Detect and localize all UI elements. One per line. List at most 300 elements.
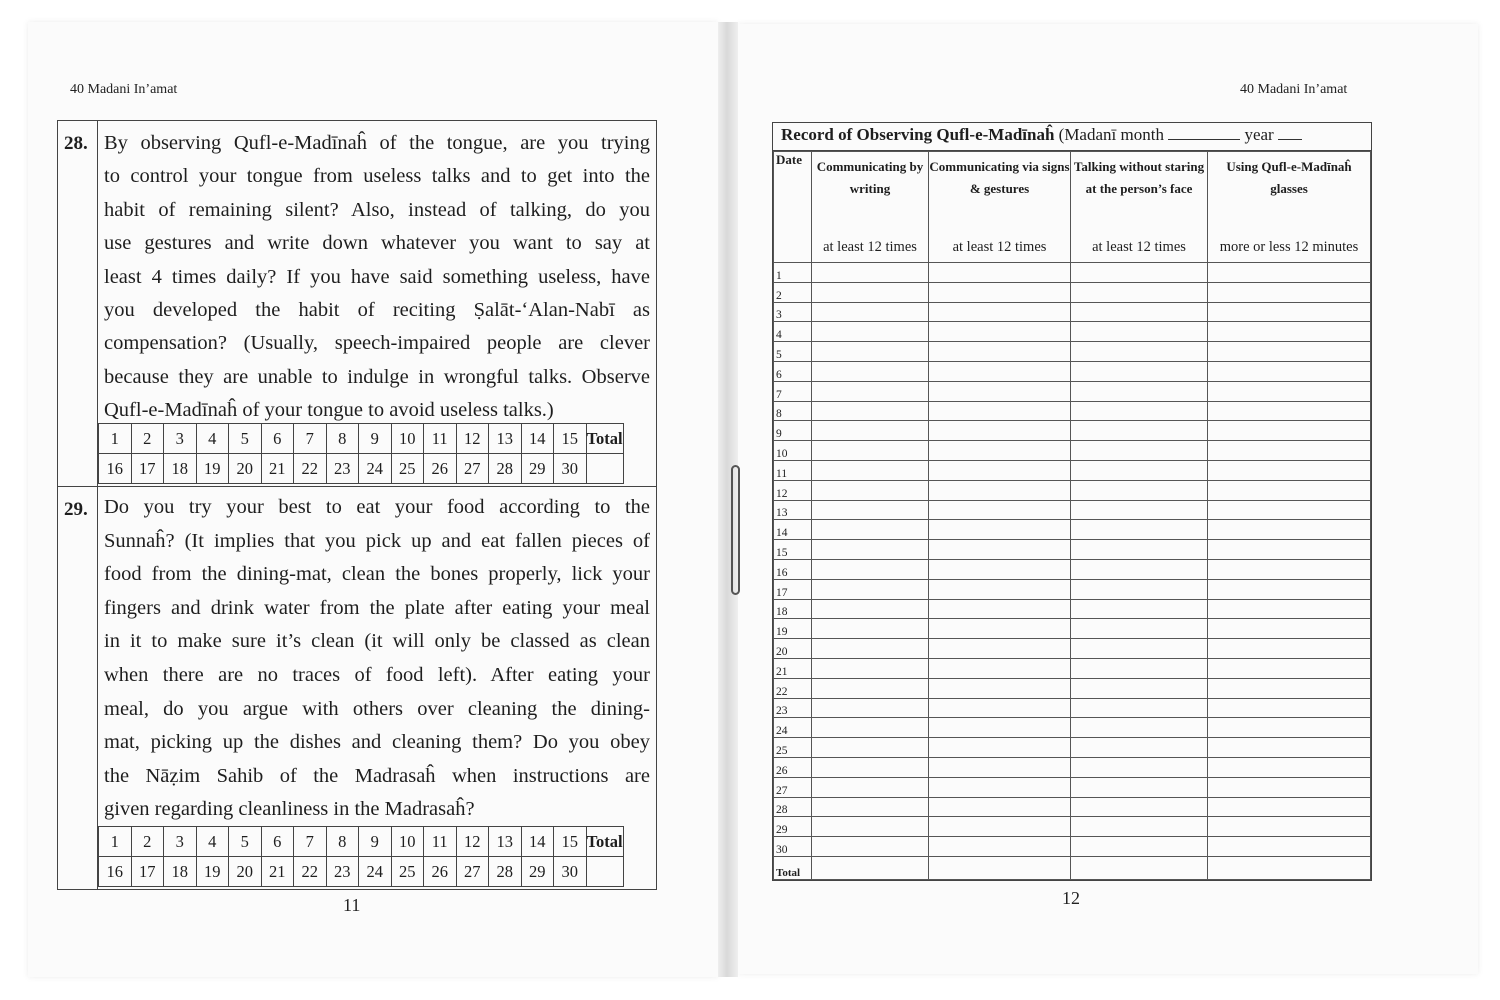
question-text-line: because they are unable to indulge in wrongful talks. Observe [104,365,650,388]
record-date-cell: 9 [774,421,812,441]
day-cell[interactable]: 28 [489,454,522,484]
record-entry-cell[interactable] [812,718,929,738]
day-cell[interactable]: 29 [521,454,554,484]
record-date-cell: 21 [774,658,812,678]
right-running-header: 40 Madani In’amat [1240,82,1348,97]
question-text-line: Qufl-e-Madīnaĥ of your tongue to avoid useless talks.) [104,399,554,422]
record-entry-cell[interactable] [1071,520,1208,540]
record-entry-cell[interactable] [1208,381,1371,401]
record-entry-cell[interactable] [1208,738,1371,758]
date-column-header: Date [774,152,812,263]
record-entry-cell[interactable] [812,619,929,639]
question-text-line: food from the dining-mat, clean the bones properly, lick your [104,563,650,586]
record-entry-cell[interactable] [1071,599,1208,619]
record-row [774,837,1371,857]
record-entry-cell[interactable] [1071,837,1208,857]
record-column-header [1208,152,1371,263]
question-text-line: meal, do you argue with others over cleaning the dining- [104,697,650,720]
record-row [774,718,1371,738]
record-entry-cell[interactable] [1208,441,1371,461]
record-entry-cell[interactable] [812,282,929,302]
record-entry-cell[interactable] [1208,342,1371,362]
record-entry-cell[interactable] [812,599,929,619]
day-tally-grid [98,826,624,887]
record-row [774,282,1371,302]
record-row [774,639,1371,659]
question-text-line: Sunnaĥ? (It implies that you pick up and eat fallen pieces of [104,529,650,552]
day-cell[interactable]: 1 [99,827,132,857]
record-row [774,757,1371,777]
record-date-cell: 18 [774,599,812,619]
day-cell[interactable]: 8 [326,424,359,454]
staple-icon [731,465,740,595]
day-cell[interactable]: 19 [196,454,229,484]
question-text-line: fingers and drink water from the plate after eating your meal [104,596,650,619]
record-row [774,480,1371,500]
record-entry-cell[interactable] [1208,401,1371,421]
day-cell[interactable]: 13 [489,827,522,857]
day-cell[interactable]: 2 [131,424,164,454]
record-entry-cell[interactable] [1071,658,1208,678]
record-entry-cell[interactable] [812,797,929,817]
record-entry-cell[interactable] [929,460,1071,480]
record-row [774,342,1371,362]
record-entry-cell[interactable] [1071,441,1208,461]
record-entry-cell[interactable] [1208,718,1371,738]
record-entry-cell[interactable] [1208,797,1371,817]
record-header-row [774,152,1371,263]
record-row [774,361,1371,381]
record-row [774,559,1371,579]
record-entry-cell[interactable] [1208,500,1371,520]
record-row [774,540,1371,560]
day-cell[interactable]: 7 [294,827,327,857]
day-cell[interactable]: 6 [261,424,294,454]
question-text [104,491,650,827]
day-cell[interactable]: 24 [359,454,392,484]
record-entry-cell[interactable] [929,361,1071,381]
record-date-cell: 22 [774,678,812,698]
record-entry-cell[interactable] [1071,263,1208,283]
record-entry-cell[interactable] [812,837,929,857]
record-row [774,678,1371,698]
question-text-line: Do you try your best to eat your food according to the [104,496,650,518]
tally-row [99,857,624,887]
record-entry-cell[interactable] [929,837,1071,857]
record-body [774,263,1371,880]
record-entry-cell[interactable] [812,441,929,461]
record-date-cell: 12 [774,480,812,500]
record-entry-cell[interactable] [929,480,1071,500]
record-column-label: Communicating by writing [816,159,924,196]
record-row [774,322,1371,342]
record-column-requirement: at least 12 times [1092,239,1186,255]
record-entry-cell[interactable] [1208,559,1371,579]
question-text-line: habit of remaining silent? Also, instead of talking, do you [104,198,650,221]
qufl-record-table [772,122,1372,881]
record-entry-cell[interactable] [812,302,929,322]
record-entry-cell[interactable] [812,520,929,540]
record-entry-cell[interactable] [1208,460,1371,480]
record-entry-cell[interactable] [929,698,1071,718]
record-entry-cell[interactable] [1071,559,1208,579]
record-entry-cell[interactable] [812,817,929,837]
day-cell[interactable]: 25 [391,857,424,887]
day-cell[interactable]: 11 [424,827,457,857]
record-date-cell: 27 [774,777,812,797]
record-total-label: Total [774,856,812,879]
record-entry-cell[interactable] [812,322,929,342]
record-entry-cell[interactable] [929,619,1071,639]
record-entry-cell[interactable] [1071,282,1208,302]
record-row [774,460,1371,480]
question-29-block [57,486,657,890]
day-cell[interactable]: 26 [424,454,457,484]
record-entry-cell[interactable] [1071,579,1208,599]
record-date-cell: 29 [774,817,812,837]
record-entry-cell[interactable] [1071,500,1208,520]
record-date-cell: 16 [774,559,812,579]
record-date-cell: 17 [774,579,812,599]
record-entry-cell[interactable] [1208,520,1371,540]
record-entry-cell[interactable] [1071,817,1208,837]
month-blank [1168,125,1240,140]
record-entry-cell[interactable] [1208,599,1371,619]
record-entry-cell[interactable] [1071,777,1208,797]
day-cell[interactable]: 15 [554,424,587,454]
record-date-cell: 30 [774,837,812,857]
record-entry-cell[interactable] [1208,817,1371,837]
day-cell[interactable]: 24 [359,857,392,887]
record-entry-cell[interactable] [1071,856,1208,879]
record-column-requirement: at least 12 times [823,239,917,255]
record-entry-cell[interactable] [1208,282,1371,302]
day-cell[interactable]: 21 [261,454,294,484]
question-number: 28. [58,121,98,486]
year-blank [1278,125,1302,140]
record-entry-cell[interactable] [812,381,929,401]
day-cell[interactable]: 8 [326,827,359,857]
question-text-line: compensation? (Usually, speech-impaired people are clever [104,332,650,355]
day-cell[interactable]: 30 [554,857,587,887]
record-date-cell: 24 [774,718,812,738]
record-date-cell: 1 [774,263,812,283]
record-entry-cell[interactable] [929,520,1071,540]
record-entry-cell[interactable] [1071,738,1208,758]
record-total-row [774,856,1371,879]
day-cell[interactable]: 18 [164,454,197,484]
record-entry-cell[interactable] [812,856,929,879]
record-column-label: Talking without staring at the person’s face [1073,159,1205,196]
record-entry-cell[interactable] [929,678,1071,698]
record-column-requirement: more or less 12 minutes [1219,239,1359,255]
day-cell[interactable]: 20 [229,454,262,484]
record-column-requirement: at least 12 times [952,239,1047,255]
record-title-month: (Madanī month [1058,125,1164,144]
record-entry-cell[interactable] [1071,639,1208,659]
record-date-cell: 13 [774,500,812,520]
record-row [774,599,1371,619]
record-row [774,421,1371,441]
record-entry-cell[interactable] [1071,381,1208,401]
record-entry-cell[interactable] [1208,698,1371,718]
record-date-cell: 20 [774,639,812,659]
record-entry-cell[interactable] [1071,480,1208,500]
record-entry-cell[interactable] [929,401,1071,421]
total-cell[interactable] [586,454,623,484]
record-entry-cell[interactable] [929,322,1071,342]
day-cell[interactable]: 5 [229,424,262,454]
day-cell[interactable]: 3 [164,827,197,857]
day-cell[interactable]: 19 [196,857,229,887]
record-entry-cell[interactable] [812,698,929,718]
record-entry-cell[interactable] [1208,540,1371,560]
day-cell[interactable]: 22 [294,454,327,484]
day-cell[interactable]: 11 [424,424,457,454]
record-entry-cell[interactable] [1071,421,1208,441]
day-cell[interactable]: 4 [196,424,229,454]
record-entry-cell[interactable] [812,460,929,480]
question-text-line: By observing Qufl-e-Madīnaĥ of the tongue, are you trying [104,132,650,154]
record-entry-cell[interactable] [1071,460,1208,480]
total-cell[interactable] [586,857,623,887]
left-running-header: 40 Madani In’amat [70,82,178,97]
record-entry-cell[interactable] [929,421,1071,441]
question-text-line: you developed the habit of reciting Ṣalāt-‘Alan-Nabī as [104,299,650,322]
record-column-header [929,152,1071,263]
record-date-cell: 5 [774,342,812,362]
record-date-cell: 7 [774,381,812,401]
record-entry-cell[interactable] [929,441,1071,461]
day-cell[interactable]: 10 [391,827,424,857]
record-column-label: Using Qufl-e-Madīnaĥ glasses [1226,159,1352,196]
record-entry-cell[interactable] [1208,302,1371,322]
record-entry-cell[interactable] [812,480,929,500]
record-entry-cell[interactable] [1071,322,1208,342]
question-text-line: least 4 times daily? If you have said something useless, have [104,265,650,288]
record-entry-cell[interactable] [812,401,929,421]
day-cell[interactable]: 13 [489,424,522,454]
record-entry-cell[interactable] [1208,658,1371,678]
record-entry-cell[interactable] [1208,421,1371,441]
record-entry-cell[interactable] [1208,837,1371,857]
tally-row [99,454,624,484]
day-cell[interactable]: 20 [229,857,262,887]
day-cell[interactable]: 14 [521,827,554,857]
record-title [773,123,1371,151]
day-cell[interactable]: 17 [131,857,164,887]
day-cell[interactable]: 10 [391,424,424,454]
question-text-line: use gestures and write down whatever you want to say at [104,232,650,255]
day-cell[interactable]: 6 [261,827,294,857]
record-entry-cell[interactable] [929,342,1071,362]
record-entry-cell[interactable] [1208,777,1371,797]
record-entry-cell[interactable] [929,817,1071,837]
record-entry-cell[interactable] [929,559,1071,579]
right-page-number: 12 [1062,888,1080,908]
record-date-cell: 3 [774,302,812,322]
day-cell[interactable]: 9 [359,424,392,454]
record-entry-cell[interactable] [929,797,1071,817]
day-cell[interactable]: 12 [456,827,489,857]
day-cell[interactable]: 3 [164,424,197,454]
record-entry-cell[interactable] [1071,757,1208,777]
record-date-cell: 19 [774,619,812,639]
record-entry-cell[interactable] [929,381,1071,401]
record-entry-cell[interactable] [1071,678,1208,698]
day-cell[interactable]: 23 [326,454,359,484]
day-cell[interactable]: 5 [229,827,262,857]
record-entry-cell[interactable] [1071,698,1208,718]
record-date-cell: 8 [774,401,812,421]
record-entry-cell[interactable] [929,757,1071,777]
record-entry-cell[interactable] [1071,718,1208,738]
record-date-cell: 15 [774,540,812,560]
day-cell[interactable]: 22 [294,857,327,887]
record-entry-cell[interactable] [929,718,1071,738]
record-entry-cell[interactable] [812,678,929,698]
record-row [774,777,1371,797]
total-label: Total [586,827,623,857]
record-entry-cell[interactable] [1208,757,1371,777]
record-grid [773,151,1371,880]
record-row [774,381,1371,401]
record-entry-cell[interactable] [929,302,1071,322]
record-row [774,520,1371,540]
record-row [774,797,1371,817]
record-entry-cell[interactable] [1208,678,1371,698]
question-text-line: to control your tongue from useless talks and to get into the [104,165,650,188]
record-entry-cell[interactable] [812,579,929,599]
day-cell[interactable]: 30 [554,454,587,484]
record-entry-cell[interactable] [812,540,929,560]
record-entry-cell[interactable] [812,757,929,777]
record-entry-cell[interactable] [812,500,929,520]
question-text-line: in it to make sure it’s clean (it will only be classed as clean [104,630,650,653]
day-cell[interactable]: 17 [131,454,164,484]
day-cell[interactable]: 21 [261,857,294,887]
question-number: 29. [58,487,98,889]
record-entry-cell[interactable] [1208,322,1371,342]
record-date-cell: 10 [774,441,812,461]
record-entry-cell[interactable] [812,361,929,381]
record-date-cell: 25 [774,738,812,758]
record-entry-cell[interactable] [1071,302,1208,322]
question-text [104,127,650,428]
record-entry-cell[interactable] [812,263,929,283]
record-entry-cell[interactable] [929,658,1071,678]
day-cell[interactable]: 9 [359,827,392,857]
record-entry-cell[interactable] [812,777,929,797]
day-cell[interactable]: 15 [554,827,587,857]
record-entry-cell[interactable] [812,421,929,441]
day-cell[interactable]: 18 [164,857,197,887]
record-entry-cell[interactable] [929,856,1071,879]
record-entry-cell[interactable] [812,639,929,659]
record-row [774,401,1371,421]
day-cell[interactable]: 16 [99,454,132,484]
record-row [774,698,1371,718]
record-row [774,817,1371,837]
record-entry-cell[interactable] [812,738,929,758]
record-entry-cell[interactable] [1208,579,1371,599]
record-row [774,579,1371,599]
record-entry-cell[interactable] [1208,639,1371,659]
day-cell[interactable]: 27 [456,454,489,484]
record-date-cell: 23 [774,698,812,718]
record-entry-cell[interactable] [1071,619,1208,639]
question-text-line: the Nāẓim Sahib of the Madrasaĥ when instructions are [104,764,650,787]
day-cell[interactable]: 4 [196,827,229,857]
record-entry-cell[interactable] [929,282,1071,302]
day-cell[interactable]: 7 [294,424,327,454]
day-cell[interactable]: 16 [99,857,132,887]
question-text-line: when there are no traces of food left). After eating your [104,663,650,686]
record-entry-cell[interactable] [812,658,929,678]
day-cell[interactable]: 14 [521,424,554,454]
question-text-line: mat, picking up the dishes and cleaning them? Do you obey [104,731,650,754]
tally-row [99,827,624,857]
year-label: year [1244,125,1274,144]
day-cell[interactable]: 29 [521,857,554,887]
record-entry-cell[interactable] [929,540,1071,560]
record-date-cell: 6 [774,361,812,381]
record-entry-cell[interactable] [929,599,1071,619]
record-entry-cell[interactable] [1071,342,1208,362]
day-cell[interactable]: 28 [489,857,522,887]
record-entry-cell[interactable] [1071,797,1208,817]
record-row [774,500,1371,520]
record-entry-cell[interactable] [929,263,1071,283]
day-cell[interactable]: 12 [456,424,489,454]
record-entry-cell[interactable] [1071,401,1208,421]
record-entry-cell[interactable] [1208,619,1371,639]
record-entry-cell[interactable] [929,579,1071,599]
record-entry-cell[interactable] [929,500,1071,520]
record-entry-cell[interactable] [812,559,929,579]
day-cell[interactable]: 27 [456,857,489,887]
record-entry-cell[interactable] [929,639,1071,659]
record-column-header [812,152,929,263]
record-row [774,441,1371,461]
day-cell[interactable]: 23 [326,857,359,887]
left-page-number: 11 [343,895,361,915]
day-cell[interactable]: 25 [391,454,424,484]
day-cell[interactable]: 26 [424,857,457,887]
record-entry-cell[interactable] [1208,361,1371,381]
day-cell[interactable]: 1 [99,424,132,454]
record-entry-cell[interactable] [1071,361,1208,381]
record-entry-cell[interactable] [1071,540,1208,560]
record-entry-cell[interactable] [1208,480,1371,500]
record-date-cell: 2 [774,282,812,302]
record-row [774,302,1371,322]
record-column-label: Communicating via signs & gestures [929,159,1070,196]
record-entry-cell[interactable] [812,342,929,362]
record-entry-cell[interactable] [929,738,1071,758]
record-column-header [1071,152,1208,263]
record-date-cell: 28 [774,797,812,817]
record-date-cell: 26 [774,757,812,777]
question-text-line: given regarding cleanliness in the Madrasaĥ? [104,798,475,821]
day-cell[interactable]: 2 [131,827,164,857]
record-date-cell: 11 [774,460,812,480]
record-date-cell: 4 [774,322,812,342]
record-entry-cell[interactable] [1208,856,1371,879]
record-entry-cell[interactable] [1208,263,1371,283]
question-28-block [57,120,657,487]
record-entry-cell[interactable] [929,777,1071,797]
